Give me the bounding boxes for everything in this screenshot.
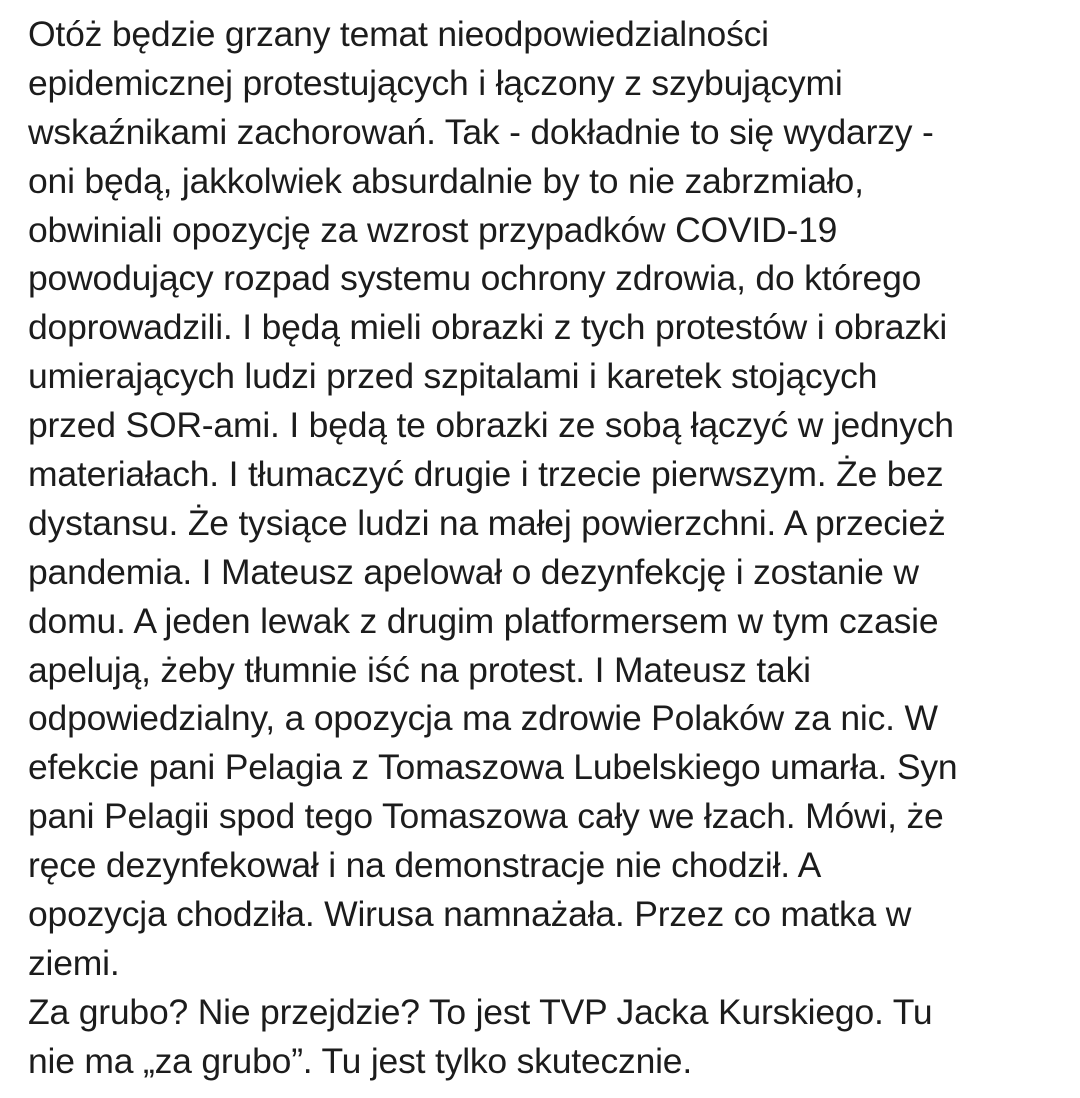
post-line: ziemi. xyxy=(28,942,120,983)
post-line: pandemia. I Mateusz apelował o dezynfekcję i zostanie w xyxy=(28,551,919,592)
post-line: apelują, żeby tłumnie iść na protest. I Mateusz taki xyxy=(28,649,811,690)
post-line: powodujący rozpad systemu ochrony zdrowia, do którego xyxy=(28,258,922,299)
post-line: Za grubo? Nie przejdzie? To jest TVP Jacka Kurskiego. Tu xyxy=(28,991,933,1032)
post-line: obwiniali opozycję za wzrost przypadków COVID-19 xyxy=(28,209,838,250)
post-line: umierających ludzi przed szpitalami i karetek stojących xyxy=(28,356,878,397)
post-line: nie ma „za grubo”. Tu jest tylko skutecznie. xyxy=(28,1040,693,1081)
post-line: przed SOR-ami. I będą te obrazki ze sobą łączyć w jednych xyxy=(28,405,954,446)
post-line: odpowiedzialny, a opozycja ma zdrowie Polaków za nic. W xyxy=(28,698,938,739)
post-line: Otóż będzie grzany temat nieodpowiedzialności xyxy=(28,14,769,54)
post-line: domu. A jeden lewak z drugim platformersem w tym czasie xyxy=(28,600,939,641)
post-line: oni będą, jakkolwiek absurdalnie by to nie zabrzmiało, xyxy=(28,160,864,201)
post-text xyxy=(28,10,1068,1086)
post-line: doprowadzili. I będą mieli obrazki z tych protestów i obrazki xyxy=(28,307,948,348)
post-line: wskaźnikami zachorowań. Tak - dokładnie to się wydarzy - xyxy=(28,111,934,152)
post-line: efekcie pani Pelagia z Tomaszowa Lubelskiego umarła. Syn xyxy=(28,747,958,788)
post-line: materiałach. I tłumaczyć drugie i trzecie pierwszym. Że bez xyxy=(28,454,944,495)
post-line: pani Pelagii spod tego Tomaszowa cały we łzach. Mówi, że xyxy=(28,796,944,837)
post-line: opozycja chodziła. Wirusa namnażała. Przez co matka w xyxy=(28,894,912,935)
post-line: ręce dezynfekował i na demonstracje nie chodził. A xyxy=(28,845,822,886)
post-line: dystansu. Że tysiące ludzi na małej powierzchni. A przecież xyxy=(28,502,946,543)
post-line: epidemicznej protestujących i łączony z szybującymi xyxy=(28,62,843,103)
